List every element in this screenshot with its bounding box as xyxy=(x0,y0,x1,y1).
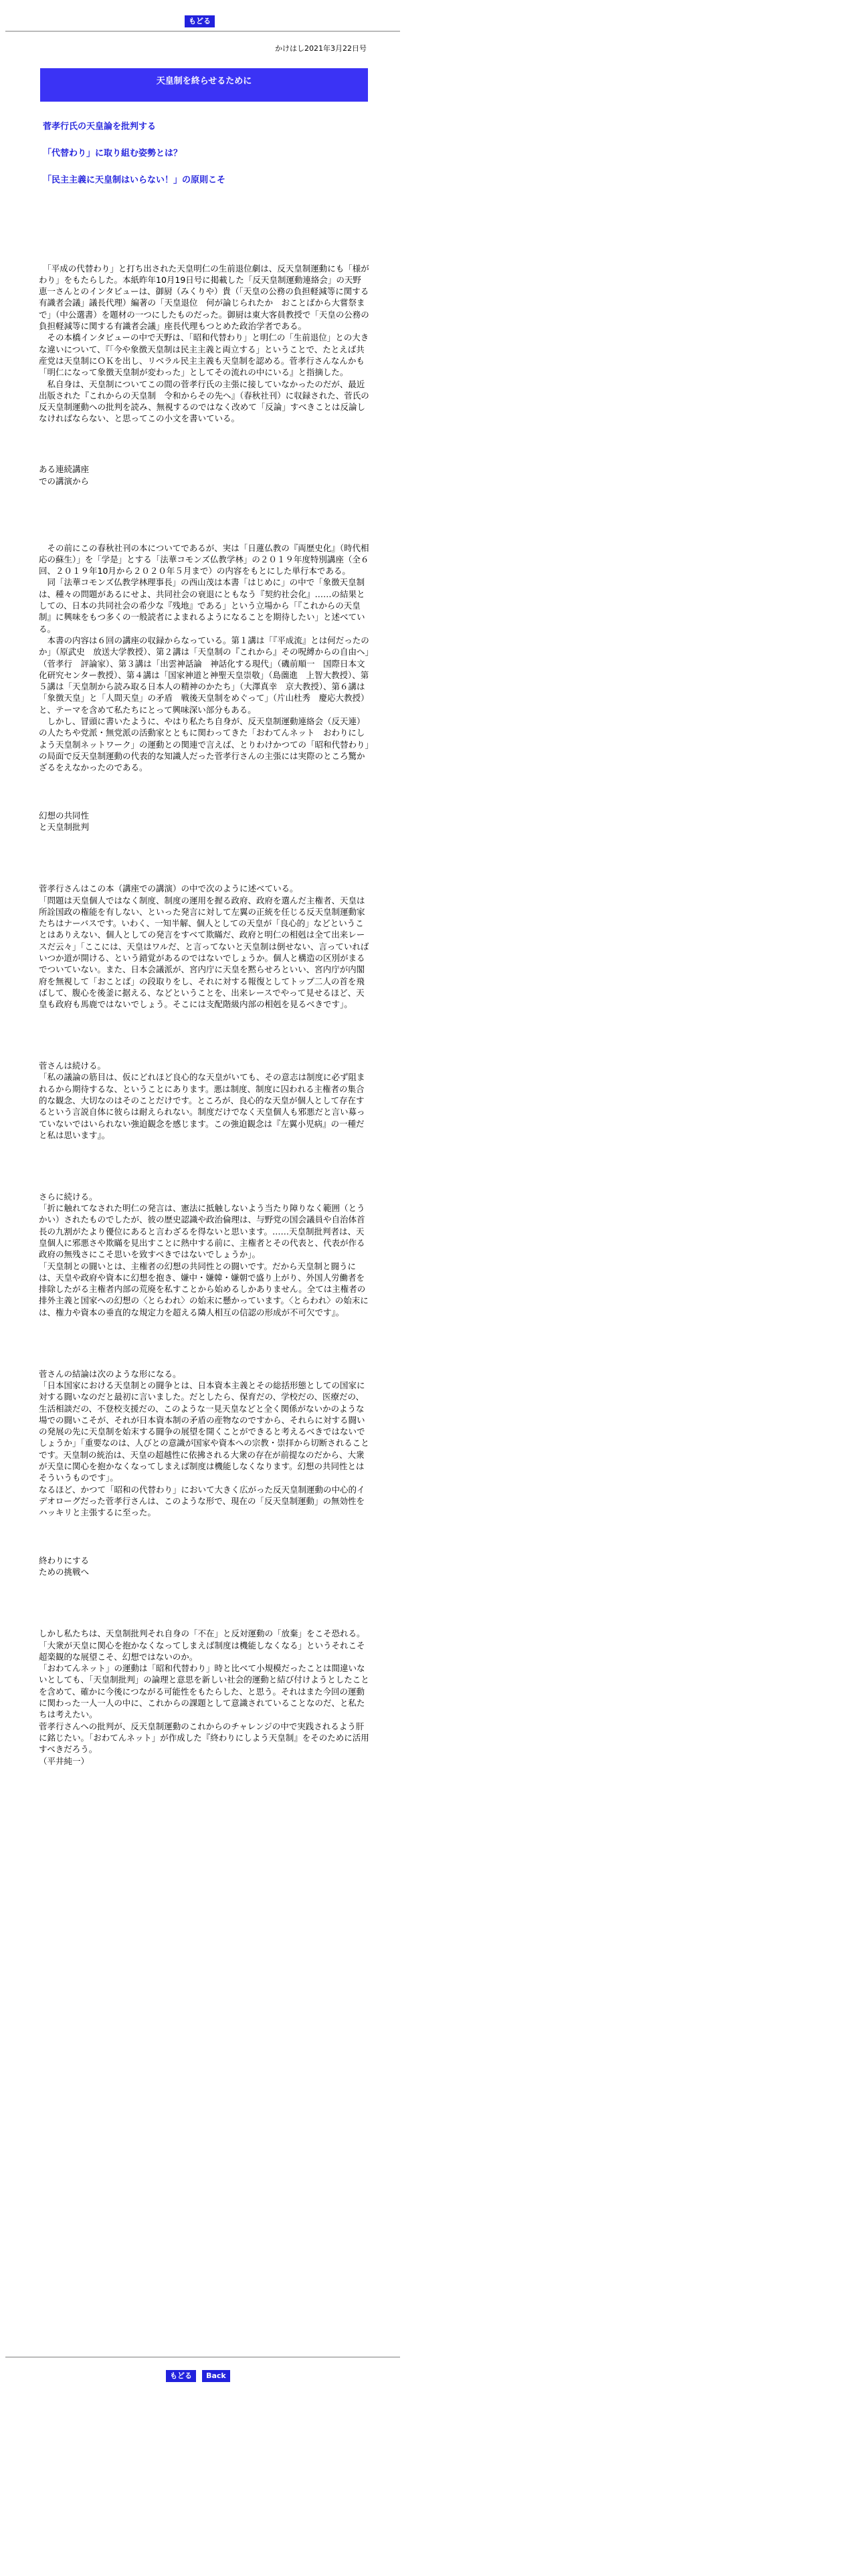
article-title xyxy=(40,68,368,102)
article-body xyxy=(39,239,369,1790)
paragraph-2: その前にこの春秋社刊の本についてであるが、実は「日蓮仏教の『両歴史化』（時代相応の蘇生）」を「学是」とする「法華コモンズ仏教学林」の２０１９年度特別講座（全６回、２０１９年10月から２０２０年５月まで）の内容をもとにした単行本である。 同「法華コモンズ仏教学林理事長」の西山茂は本書「はじめに」の中で「象徴天皇制は、種々の問題があるにせよ、共同社会の衰退にともなう『契約社会化』……の結果としての、日本の共同社会の希少な『残地』である」という立場から「『これからの天皇制』に興味をもつ多くの一般読者によまれるようになることを期待したい」と述べている。 本書の内容は６回の講座の収録からなっている。第１講は「『平成流』とは何だったのか」（原武史 放送大学教授）、第２講は「天皇制の『これから』その呪縛からの自由へ」（菅孝行 評論家）、第３講は「出雲神話論 神話化する現代」（磯前順一 国際日本文化研究センター教授）、第４講は「国家神道と神聖天皇崇敬」（島薗進 上智大教授）、第５講は「天皇制から読み取る日本人の精神のかたち」（大澤真幸 京大教授）、第６講は「象徴天皇」と「人間天皇」の矛盾 戦後天皇制をめぐって」（片山杜秀 慶応大教授）と、テーマを含めて私たちにとって興味深い部分もある。 しかし、冒頭に書いたように、やはり私たち自身が、反天皇制運動連絡会（反天連）の人たちや党派・無党派の活動家とともに関わってきた「おわてんネット おわりにしよう天皇制ネットワーク」の運動との関連で言えば、とりわけかつての「昭和代替わり」の局面で反天皇制運動の代表的な知識人だった菅孝行さんの主張には実際のところ驚かざるをえなかったのである。 xyxy=(39,542,369,773)
bottom-divider xyxy=(5,2357,400,2358)
paragraph-6: 菅さんの結論は次のような形になる。 「日本国家における天皇制との闘争とは、日本資本主義とその総括形態としての国家に対する闘いなのだと最初に言いました。だとしたら、保育だの、学校だの、医療だの、生活相談だの、不登校支援だの、このような一見天皇などと全く関係がないかのような場での闘いこそが、それが日本資本制の矛盾の産物なのですから、それらに対する闘いの発展の先に天皇制を始末する闘争の展望を開くことができると考えるべきではないでしょうか」「重要なのは、人びとの意識が国家や資本への宗教・崇拝から切断されることです。天皇制の統治は、天皇の超越性に依拂される大衆の存在が前提なのだから、大衆が天皇に関心を抱かなくなってしまえば制度は機能しなくなります。幻想の共同性とはそういうものです」。 なるほど、かつて「昭和の代替わり」において大きく広がった反天皇制運動の中心的イデオローグだった菅孝行さんは、このような形で、現在の「反天皇制運動」の無効性をハッキリと主張するに至った。 xyxy=(39,1368,369,1518)
paragraph-3: 菅孝行さんはこの本（講座での講演）の中で次のように述べている。 「問題は天皇個人ではなく制度、制度の運用を握る政府、政府を選んだ主権者、天皇は所詮国政の権能を有しない、といった発言に対して左翼の正統を任じる反天皇制運動家たちはナーバスです。いわく、一知半解、個人としての天皇が「良心的」などということはありえない、個人としての発言をすべて欺瞞だ、政府と明仁の相剋は全て出来レースだ云々」「ここには、天皇はワルだ、と言ってないと天皇制は倒せない、言っていればいつか道が開ける、という錯覚があるのではないでしょうか。個人と構造の区別がまるでついていない。また、日本会議派が、宮内庁に天皇を黙らせろといい、宮内庁が内閣府を無視して「おことば」の段取りをし、それに対する報復としてトップ二人の首を飛ばして、腹心を後釜に据える、などということを、出来レースでやって見せるほど、天皇も政府も馬鹿ではないでしょう。そこには支配階級内部の相剋を見るべきです」。 xyxy=(39,883,369,1010)
top-divider xyxy=(5,31,400,32)
section-heading-3: 終わりにする ための挑戦へ xyxy=(39,1555,90,1578)
paragraph-1: 「平成の代替わり」と打ち出された天皇明仁の生前退位劇は、反天皇制運動にも「様がわり」をもたらした。本紙昨年10月19日号に掲載した「反天皇制運動連絡会」の天野恵一さんとのインタビューは、御厨（みくりや）貴（「天皇の公務の負担軽減等に関する有識者会議」議長代理）編著の「天皇退位 何が論じられたか おことばから大嘗祭まで」（中公選書）を題材の一つにしたものだった。御厨は東大客員教授で「天皇の公務の負担軽減等に関する有識者会議」座長代理もつとめた政治学者である。 その本橋インタビューの中で天野は、「昭和代替わり」と明仁の「生前退位」との大きな違いについて、『「今や象徴天皇制は民主主義と両立する」ということで、たとえば共産党は天皇制にＯＫを出し、リベラル民主主義も天皇制を認める。菅孝行さんなんかも「明仁になって象徴天皇制が変わった」としてその流れの中にいる』と指摘した。 私自身は、天皇制についてこの間の菅孝行氏の主張に接していなかったのだが、最近出版された『これからの天皇制 令和からその先へ』（春秋社刊）に収録された、菅氏の反天皇制運動への批判を読み、無視するのではなく改めて「反論」すべきことは反論しなければならない、と思ってこの小文を書いている。 xyxy=(39,263,369,424)
back-button-top[interactable]: もどる xyxy=(185,15,215,27)
paragraph-4: 菅さんは続ける。 「私の議論の筋目は、仮にどれほど良心的な天皇がいても、その意志は制度に必ず阻まれるから期待するな、ということにあります。悪は制度、制度に囚われる主権者の集合的な観念、大切なのはそのことだけです。ところが、良心的な天皇が個人として存在するという言説自体に彼らは耐えられない。制度だけでなく天皇個人も邪悪だと言い募っていないではいられない強迫観念を感じます。この強迫観念は『左翼小児病』の一種だと私は思います』。 xyxy=(39,1061,365,1140)
bottom-nav xyxy=(166,2368,233,2382)
section-heading-1: ある連続講座 での講演から xyxy=(39,464,90,486)
section-heading-2: 幻想の共同性 と天皇制批判 xyxy=(39,811,90,833)
back-en-button[interactable]: Back xyxy=(202,2370,230,2382)
article-title-text: 天皇制を終らせるために xyxy=(156,76,252,86)
paragraph-7: しかし私たちは、天皇制批判それ自身の「不在」と反対運動の「放棄」をこそ恐れる。「大衆が天皇に関心を抱かなくなってしまえば制度は機能しなくなる」というそれこそ超楽観的な展望こそ、幻想ではないのか。 「おわてんネット」の運動は「昭和代替わり」時と比べて小規模だったことは間違いないとしても、「天皇制批判」の論理と意思を新しい社会的運動と結び付けようとしたことを含めて、確かに今後につながる可能性をもたらした、と思う。それはまた今回の運動に関わった一人一人の中に、これからの課題として意識されていることなのだ、と私たちは考えたい。 菅孝行さんへの批判が、反天皇制運動のこれからのチャレンジの中で実践されるよう肝に銘じたい。「おわてんネット」が作成した『終わりにしよう天皇制』をそのために活用すべきだろう。 （平井純一） xyxy=(39,1628,369,1766)
page xyxy=(0,0,401,2576)
paragraph-5: さらに続ける。 「折に触れてなされた明仁の発言は、憲法に抵触しないよう当たり障りなく範囲（とうかい）されたものでしたが、彼の歴史認識や政治倫理は、与野党の国会議員や自治体首長の九割がたより優位にあると言わざるを得ないと思います。……天皇制批判者は、天皇個人に邪悪さや欺瞞を見出すことに熱中する前に、主権者とその代表と、代表が作る政府の無残さにこそ思いを致すべきではないでしょうか」。 「天皇制との闘いとは、主権者の幻想の共同性との闘いです。だから天皇制と闘うには、天皇や政府や資本に幻想を抱き、嫌中・嫌韓・嫌朝で盛り上がり、外国人労働者を排除したがる主権者内部の荒廃を私すことから始めるしかありません。全ては主権者の排外主義と国家への幻想の〈とらわれ〉の始末に懸かっています。〈とらわれ〉の始末には、権力や資本の垂直的な規定力を超える隣人相互の信認の形成が不可欠です』。 xyxy=(39,1191,369,1317)
top-nav xyxy=(185,13,215,27)
subheading-2: 「代替わり」に取り組む姿勢とは？ xyxy=(43,148,183,158)
issue-date: かけはし2021年3月22日号 xyxy=(275,44,367,53)
subheading-1: 菅孝行氏の天皇論を批判する xyxy=(43,122,157,132)
back-button-bottom[interactable]: もどる xyxy=(166,2370,196,2382)
subheading-3: 「民主主義に天皇制はいらない！」の原則こそ xyxy=(43,175,226,185)
